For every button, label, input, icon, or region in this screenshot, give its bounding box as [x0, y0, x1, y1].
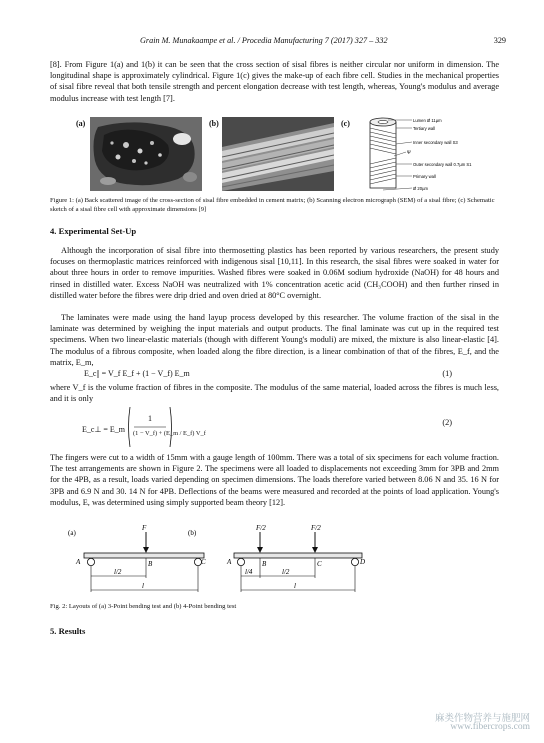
fig1a-micrograph	[90, 117, 202, 191]
watermark-line-2: www.fibercrops.com	[450, 722, 530, 732]
section-4-paragraph-2: The laminates were made using the hand layup process developed by this researcher. The volume fraction of the sisal in the laminate was determined by weighing the input materials and output products. The final laminate was cut up in the required test specimens. When two linear-elastic materials (though with different Young's moduli) are mixed, the mixture is also linear-elastic [4]. The modulus of a fibrous composite, when loaded along the fibre direction, is a linear combination of that of the fibres, E_f, and the matrix, E_m,	[50, 313, 499, 367]
fig1c-note-tertiary: Tertiary wall	[413, 126, 436, 131]
fig2a-point-c: C	[201, 558, 206, 566]
fig2b-force2-label: F/2	[311, 524, 321, 532]
fig1c-note-psi: Ψ	[407, 151, 411, 156]
fig1c-note-inner-secondary: Inner secondary wall S3	[413, 140, 458, 145]
intro-paragraph: [8]. From Figure 1(a) and 1(b) it can be seen that the cross section of sisal fibres is neither circular nor uniform in dimension. The longitudinal shape is approximately cylindrical. Figure 1(c) gives the make-up of each fibre cell. Studies in the mechanical properties of sisal fibre reveal that both tensile strength and percent elongation decrease with test length, whereas, Young's modulus and average modulus increase with test length [7].	[50, 60, 499, 103]
fig1c-note-primary: Primary wall	[413, 174, 436, 179]
equation-1: E_c|| = V_f E_f + (1 − V_f) E_m	[84, 369, 190, 378]
page-number: 329	[493, 36, 506, 45]
fig2a-point-a: A	[76, 558, 81, 566]
running-header	[0, 36, 544, 48]
fig1c-note-diameter: Ø 20µm	[413, 186, 428, 191]
fig2a-half-span: l/2	[114, 568, 122, 576]
journal-citation: Grain M. Munakaampe et al. / Procedia Manufacturing 7 (2017) 327 – 332	[140, 36, 388, 45]
fig2b-half-span: l/2	[282, 568, 290, 576]
fig1-label-c: (c)	[341, 119, 350, 128]
section-4-paragraph-3: where V_f is the volume fraction of fibres in the composite. The modulus of the same material, loaded across the fibres is much less, and it is only	[50, 383, 499, 404]
equation-2-denominator: (1 − V_f) + (E_m / E_f) V_f	[133, 430, 206, 437]
section-4-paragraph-1: Although the incorporation of sisal fibre into thermosetting plastics has been reported by various researchers, the present study focuses on thermoplastic matrices reinforced with indigenous sisal [10,11]. In this research, the sisal fibres were soaked in water for about three hours in order to remove impurities. Washed fibres were soaked in 0.06M sodium hydroxide (NaOH) for 48 hours and rinsed in distilled water. Excess NaOH was neutralized with 1% concentration acetic acid (CH₃COOH) and then further rinsed in distilled water before the fibres were drip dried and oven dried at 80°C overnight.	[50, 246, 499, 300]
fig2a-point-b: B	[148, 560, 153, 568]
fig1-label-a: (a)	[76, 119, 86, 128]
equation-2-brackets	[126, 405, 174, 449]
fig2-label-b: (b)	[188, 529, 197, 537]
fig2a-force-label: F	[142, 524, 147, 532]
fig2b-point-d: D	[360, 558, 366, 566]
figure-2-caption: Fig. 2: Layouts of (a) 3-Point bending test and (b) 4-Point bending test	[50, 603, 237, 610]
equation-1-number: (1)	[442, 369, 452, 378]
fig2a-span: l	[142, 582, 144, 590]
fig2b-point-b: B	[262, 560, 267, 568]
fig2b-point-a: A	[227, 558, 232, 566]
fig1c-note-lumen: Lumen Ø 11µm	[413, 118, 442, 123]
section-5-heading: 5. Results	[50, 626, 86, 636]
fig2b-force1-label: F/2	[256, 524, 266, 532]
equation-2-numerator: 1	[148, 414, 152, 423]
equation-2-number: (2)	[442, 418, 452, 427]
section-4-paragraph-4: The fingers were cut to a width of 15mm with a gauge length of 100mm. There was a total of six specimens for each volume fraction. The test arrangements are shown in Figure 2. The specimens were all loaded to displacements not exceeding 3mm for 3PB and 2mm for the 4PB, as a result, loads varied depending on specimen dimensions. The loads therefore varied between 8.06 N and 35. 16 N for 3PB and 6.9 N and 30. 14 N for 4PB. Deflections of the beams were measured and recorded at the points of load application. Young's modulus, E, was determined using simply supported beam theory [12].	[50, 453, 499, 507]
fig2b-point-c: C	[317, 560, 322, 568]
fig1c-fibre-schematic	[356, 114, 506, 194]
figure-2-diagram	[64, 522, 384, 598]
fig1b-sem-image	[222, 117, 334, 191]
equation-2-lhs: E_c⊥ = E_m	[82, 425, 126, 434]
fig2b-span: l	[294, 582, 296, 590]
figure-1-caption: Figure 1: (a) Back scattered image of the cross-section of sisal fibre embedded in cement matrix; (b) Scanning electron micrograph (SEM) of a sisal fibre; (c) Schematic sketch of a sisal fibre cell with approximate dimensions [9]	[50, 197, 495, 213]
section-4-heading: 4. Experimental Set-Up	[50, 226, 137, 236]
fig2-label-a: (a)	[68, 529, 76, 537]
fig1-label-b: (b)	[209, 119, 219, 128]
fig1c-note-outer-secondary: Outer secondary wall 0.7µm S1	[413, 162, 472, 167]
fig2b-quarter-span: l/4	[245, 568, 253, 576]
watermark-line-1: 麻类作物营养与施肥网	[434, 714, 530, 724]
